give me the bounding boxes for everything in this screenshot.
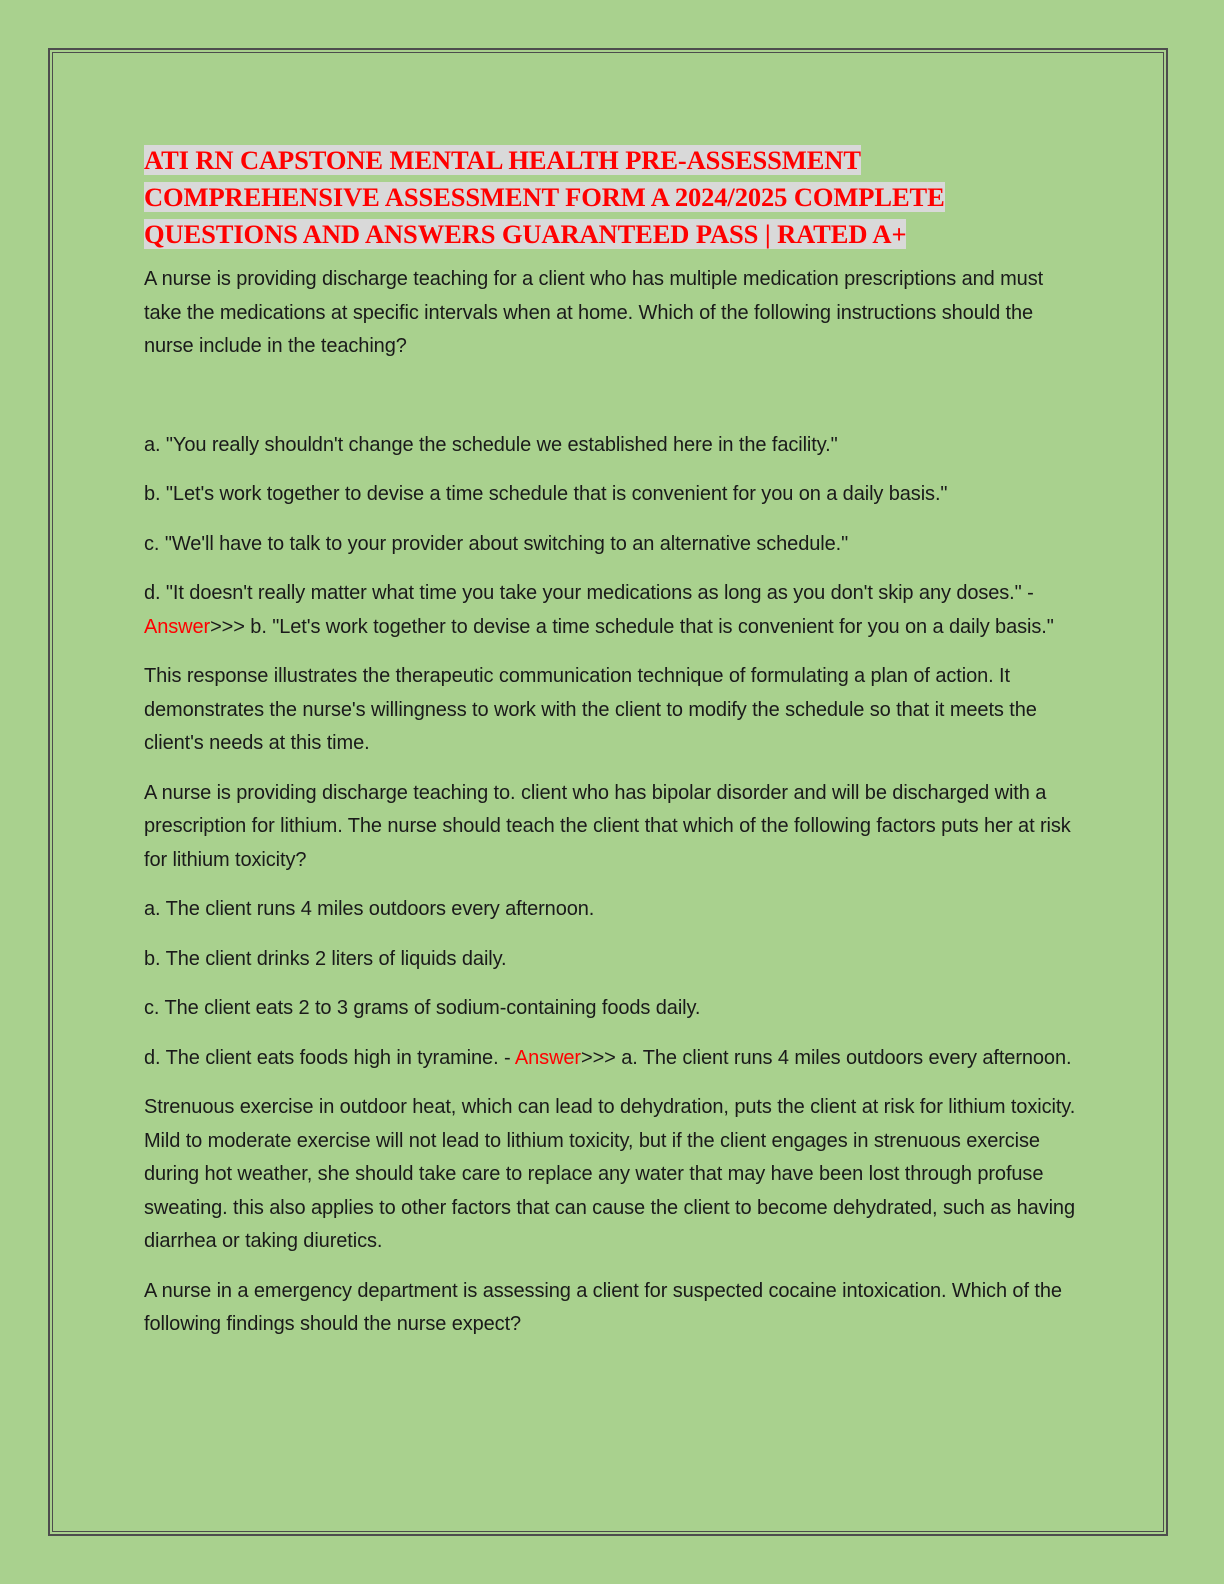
question-1-rationale: This response illustrates the therapeutic communication technique of formulating a plan of action. It demonstrates the nurse's willingness to work with the client to modify the schedule so that it meets the client's needs at this time. <box>144 665 1037 754</box>
question-2-option-b: b. The client drinks 2 liters of liquids daily. <box>144 947 507 970</box>
question-1-text: A nurse is providing discharge teaching for a client who has multiple medication prescriptions and must take the medications at specific intervals when at home. Which of the following instructions should the nurse include in the teaching? <box>144 268 1044 357</box>
question-2-option-d: d. The client eats foods high in tyramine. - <box>144 1046 515 1069</box>
question-1-option-d: d. "It doesn't really matter what time you take your medications as long as you don't skip any doses." - <box>144 582 1034 604</box>
question-2-text: A nurse is providing discharge teaching to. client who has bipolar disorder and will be discharged with a prescription for lithium. The nurse should teach the client that which of the following factors puts her at risk for lithium toxicity? <box>144 781 1071 871</box>
spacer <box>144 380 1084 429</box>
question-1-option-a: a. "You really shouldn't change the schedule we established here in the facility." <box>144 433 838 456</box>
document-body <box>144 142 1084 1358</box>
document-title <box>144 142 1084 253</box>
question-3-text: A nurse in a emergency department is assessing a client for suspected cocaine intoxication. Which of the following findings should the nurse expect? <box>144 1279 1062 1335</box>
question-2-answer-text: >>> a. The client runs 4 miles outdoors every afternoon. <box>581 1046 1072 1069</box>
question-1-option-b: b. "Let's work together to devise a time schedule that is convenient for you on a daily basis." <box>144 483 948 505</box>
question-1-answer-label: Answer <box>144 615 211 638</box>
question-1-option-d-with-answer <box>144 577 1084 644</box>
question-2-option-a: a. The client runs 4 miles outdoors every afternoon. <box>144 898 595 920</box>
document-title-text: ATI RN CAPSTONE MENTAL HEALTH PRE-ASSESSMENT COMPREHENSIVE ASSESSMENT FORM A 2024/2025 COMPLETE QUESTIONS AND ANSWERS GUARANTEED PASS | RATED A+ <box>144 145 945 249</box>
question-2-rationale: Strenuous exercise in outdoor heat, which can lead to dehydration, puts the client at risk for lithium toxicity. Mild to moderate exercise will not lead to lithium toxicity, but if the client engages in strenuous exercise during hot weather, she should take care to replace any water that may have been lost through profuse sweating. this also applies to other factors that can cause the client to become dehydrated, such as having diarrhea or taking diuretics. <box>144 1096 1076 1252</box>
question-2-option-d-with-answer <box>144 1042 1084 1076</box>
question-2-answer-label: Answer <box>514 1046 581 1069</box>
question-2-option-c: c. The client eats 2 to 3 grams of sodium-containing foods daily. <box>144 997 701 1019</box>
question-1-option-c: c. "We'll have to talk to your provider about switching to an alternative schedule." <box>144 532 849 555</box>
question-1-answer-text: >>> b. "Let's work together to devise a time schedule that is convenient for you on a daily basis." <box>210 615 1054 638</box>
